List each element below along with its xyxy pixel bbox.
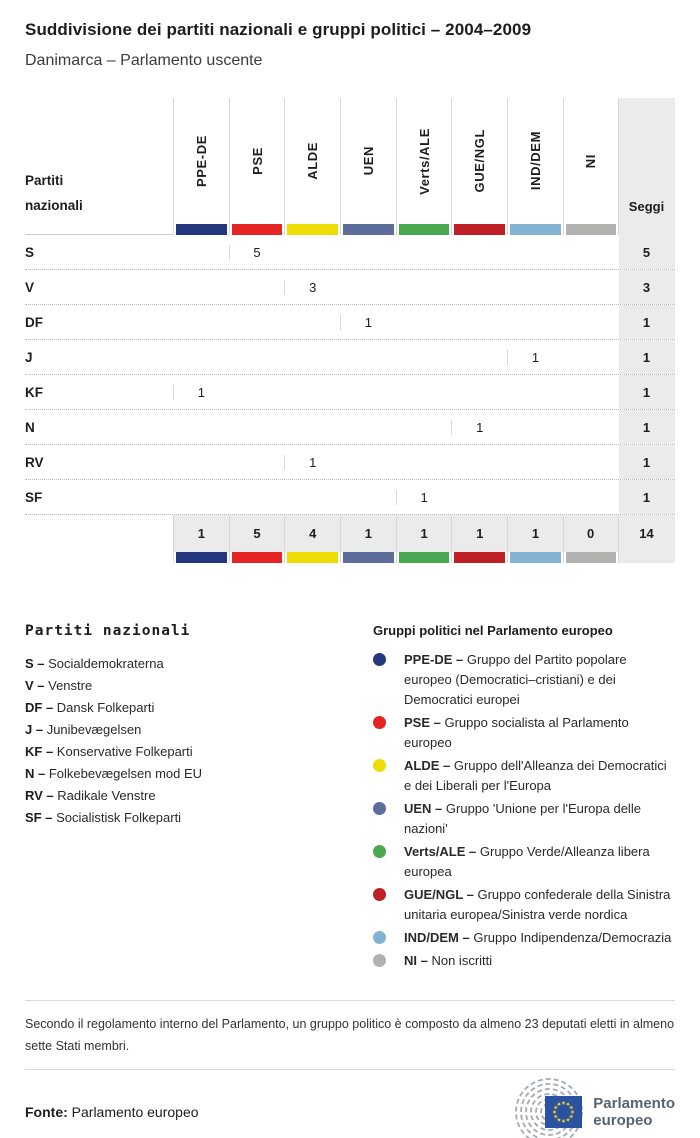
seat-value-cell: 1 — [284, 455, 340, 470]
party-legend-item: V – Venstre — [25, 678, 93, 693]
group-color-bar — [343, 552, 394, 563]
group-color-bar — [232, 552, 283, 563]
left-header-line2: nazionali — [25, 198, 83, 213]
group-legend-item: PSE – Gruppo socialista al Parlamento europeo — [373, 713, 675, 753]
left-header-line1: Partiti — [25, 173, 64, 188]
group-color-bar-cell — [563, 552, 619, 563]
logo-wordmark-line2: europeo — [593, 1112, 653, 1129]
group-color-bar — [232, 224, 283, 235]
party-legend-abbr: V – — [25, 678, 49, 693]
group-color-bar — [176, 552, 227, 563]
group-color-bars-top — [25, 224, 675, 235]
group-color-bar-cell — [173, 224, 229, 235]
group-legend-abbr: GUE/NGL – — [404, 887, 478, 902]
group-legend-abbr: PSE – — [404, 715, 445, 730]
seats-column-header: Seggi — [619, 98, 675, 224]
table-row — [25, 445, 675, 480]
group-legend-abbr: UEN – — [404, 801, 446, 816]
group-total-cell: 4 — [284, 515, 340, 552]
group-legend-item: UEN – Gruppo 'Unione per l'Europa delle nazioni' — [373, 799, 675, 839]
page-subtitle: Danimarca – Parlamento uscente — [25, 52, 263, 69]
group-legend-abbr: NI – — [404, 953, 432, 968]
group-color-bar-cell — [229, 224, 285, 235]
group-total-cell: 5 — [229, 515, 285, 552]
group-color-dot — [373, 802, 386, 815]
party-label: SF — [25, 489, 43, 505]
group-column-header-label: UEN — [360, 146, 376, 176]
group-legend-item: Verts/ALE – Gruppo Verde/Alleanza libera europea — [373, 842, 675, 882]
group-legend-item: ALDE – Gruppo dell'Alleanza dei Democratici e dei Liberali per l'Europa — [373, 756, 675, 796]
party-label: KF — [25, 384, 43, 400]
group-color-bar — [399, 552, 450, 563]
group-column-header-label: IND/DEM — [527, 131, 543, 191]
footnote-text: Secondo il regolamento interno del Parlamento, un gruppo politico è composto da almeno 23 deputati eletti in almeno sette Stati membri. — [25, 1017, 675, 1053]
group-total-cell: 1 — [507, 515, 563, 552]
group-color-bar — [343, 224, 394, 235]
page-title: Suddivisione dei partiti nazionali e gruppi politici – 2004–2009 — [25, 20, 532, 39]
party-legend-item: KF – Konservative Folkeparti — [25, 744, 193, 759]
seats-total-cell: 1 — [619, 480, 675, 514]
party-legend-item: S – Socialdemokraterna — [25, 656, 164, 671]
source-value: Parlamento europeo — [71, 1104, 199, 1120]
table-header-row — [25, 98, 675, 224]
group-color-dot — [373, 845, 386, 858]
party-label: DF — [25, 314, 43, 330]
group-color-bar-cell — [563, 224, 619, 235]
group-total-cell: 1 — [340, 515, 396, 552]
group-color-bar-cell — [340, 552, 396, 563]
party-legend-abbr: S – — [25, 656, 49, 671]
party-legend-item: SF – Socialistisk Folkeparti — [25, 810, 182, 825]
group-color-bar — [287, 224, 338, 235]
seat-value-cell: 5 — [229, 245, 285, 260]
group-column-header — [451, 98, 507, 224]
political-groups-legend — [373, 623, 675, 974]
group-color-bar-cell — [507, 552, 563, 563]
table-left-header — [25, 98, 173, 224]
party-legend-abbr: KF – — [25, 744, 57, 759]
group-color-bar — [287, 552, 338, 563]
group-column-header — [284, 98, 340, 224]
party-legend-item: J – Junibevægelsen — [25, 722, 142, 737]
party-legend-abbr: J – — [25, 722, 47, 737]
group-legend-item: GUE/NGL – Gruppo confederale della Sinistra unitaria europea/Sinistra verde nordica — [373, 885, 675, 925]
divider-top — [25, 1000, 675, 1001]
european-parliament-logo — [509, 1086, 675, 1138]
group-column-header-label: ALDE — [305, 142, 321, 180]
party-label: N — [25, 419, 35, 435]
group-color-bar-cell — [229, 552, 285, 563]
group-color-bar-cell — [173, 552, 229, 563]
group-color-bar-cell — [284, 224, 340, 235]
table-totals-row — [25, 515, 675, 552]
group-column-header — [340, 98, 396, 224]
national-parties-legend — [25, 623, 373, 974]
seat-value-cell: 3 — [284, 280, 340, 295]
party-label: S — [25, 244, 35, 260]
bar-row-left-spacer — [25, 224, 173, 235]
party-label: J — [25, 349, 33, 365]
group-color-dot — [373, 716, 386, 729]
group-legend-abbr: ALDE – — [404, 758, 454, 773]
group-total-cell: 1 — [173, 515, 229, 552]
seats-total-cell: 1 — [619, 305, 675, 339]
group-column-header-label: NI — [583, 153, 599, 169]
seat-value-cell: 1 — [173, 385, 229, 400]
group-total-cell: 0 — [563, 515, 619, 552]
group-legend-item: NI – Non iscritti — [373, 951, 675, 971]
party-legend-item: N – Folkebevægelsen mod EU — [25, 766, 203, 781]
seats-total-cell: 1 — [619, 340, 675, 374]
group-total-cell: 1 — [396, 515, 452, 552]
seat-value-cell: 1 — [507, 350, 563, 365]
group-column-header — [507, 98, 563, 224]
group-color-bar — [454, 552, 505, 563]
seats-table — [25, 98, 675, 563]
group-color-dot — [373, 931, 386, 944]
group-color-bar — [399, 224, 450, 235]
group-legend-abbr: PPE-DE – — [404, 652, 467, 667]
group-color-bar-cell — [340, 224, 396, 235]
group-color-bar-cell — [451, 224, 507, 235]
table-row — [25, 270, 675, 305]
group-total-cell: 1 — [451, 515, 507, 552]
seats-total-cell: 3 — [619, 270, 675, 304]
seat-value-cell: 1 — [340, 315, 396, 330]
political-groups-legend-items — [373, 650, 675, 971]
seat-value-cell: 1 — [451, 420, 507, 435]
table-row — [25, 410, 675, 445]
totals-left-spacer — [25, 515, 173, 552]
national-parties-legend-items — [25, 653, 373, 829]
table-row — [25, 340, 675, 375]
group-color-bar — [454, 224, 505, 235]
logo-wordmark — [593, 1095, 675, 1129]
table-body — [25, 235, 675, 515]
political-groups-legend-title: Gruppi politici nel Parlamento europeo — [373, 623, 613, 638]
group-column-header — [173, 98, 229, 224]
group-color-bar-cell — [284, 552, 340, 563]
group-color-bar — [566, 552, 616, 563]
group-legend-abbr: Verts/ALE – — [404, 844, 480, 859]
seats-total-cell: 1 — [619, 445, 675, 479]
group-column-header — [396, 98, 452, 224]
group-color-bars-bottom — [25, 552, 675, 563]
group-column-header-label: Verts/ALE — [416, 127, 432, 195]
seats-total-cell: 1 — [619, 410, 675, 444]
group-color-bar-cell — [451, 552, 507, 563]
group-color-bar — [176, 224, 227, 235]
logo-wordmark-line1: Parlamento — [593, 1095, 675, 1112]
group-color-bar — [510, 224, 561, 235]
national-parties-legend-title: Partiti nazionali — [25, 623, 191, 639]
group-color-dot — [373, 888, 386, 901]
hemicycle-eu-flag-icon — [509, 1086, 585, 1138]
group-column-header-label: GUE/NGL — [472, 129, 488, 193]
group-legend-abbr: IND/DEM – — [404, 930, 474, 945]
group-column-header-label: PSE — [249, 147, 265, 175]
table-row — [25, 305, 675, 340]
table-row — [25, 375, 675, 410]
party-legend-item: DF – Dansk Folkeparti — [25, 700, 155, 715]
group-color-bar — [566, 224, 616, 235]
party-legend-item: RV – Radikale Venstre — [25, 788, 156, 803]
grand-total-cell: 14 — [619, 515, 675, 552]
party-legend-abbr: RV – — [25, 788, 58, 803]
group-color-bar-cell — [396, 224, 452, 235]
seats-total-cell: 5 — [619, 235, 675, 269]
party-legend-abbr: N – — [25, 766, 49, 781]
seats-bar-spacer — [619, 224, 675, 235]
group-color-dot — [373, 653, 386, 666]
group-legend-item: IND/DEM – Gruppo Indipendenza/Democrazia — [373, 928, 675, 948]
source-text — [25, 1104, 199, 1120]
table-row — [25, 480, 675, 515]
group-color-bar-cell — [396, 552, 452, 563]
group-legend-item: PPE-DE – Gruppo del Partito popolare europeo (Democratici–cristiani) e dei Democratici europei — [373, 650, 675, 710]
group-color-dot — [373, 954, 386, 967]
source-row — [25, 1086, 675, 1138]
group-column-header — [229, 98, 285, 224]
bar-row-left-spacer — [25, 552, 173, 563]
group-color-dot — [373, 759, 386, 772]
seats-bar-spacer — [619, 552, 675, 563]
group-color-bar — [510, 552, 561, 563]
source-label: Fonte: — [25, 1104, 68, 1120]
table-row — [25, 235, 675, 270]
group-column-header — [563, 98, 619, 224]
group-color-bar-cell — [507, 224, 563, 235]
seats-total-cell: 1 — [619, 375, 675, 409]
legend-section — [25, 623, 675, 974]
party-legend-abbr: SF – — [25, 810, 57, 825]
seat-value-cell: 1 — [396, 490, 452, 505]
party-legend-abbr: DF – — [25, 700, 57, 715]
party-label: V — [25, 279, 35, 295]
divider-bottom — [25, 1069, 675, 1070]
party-label: RV — [25, 454, 44, 470]
group-column-header-label: PPE-DE — [193, 134, 209, 187]
